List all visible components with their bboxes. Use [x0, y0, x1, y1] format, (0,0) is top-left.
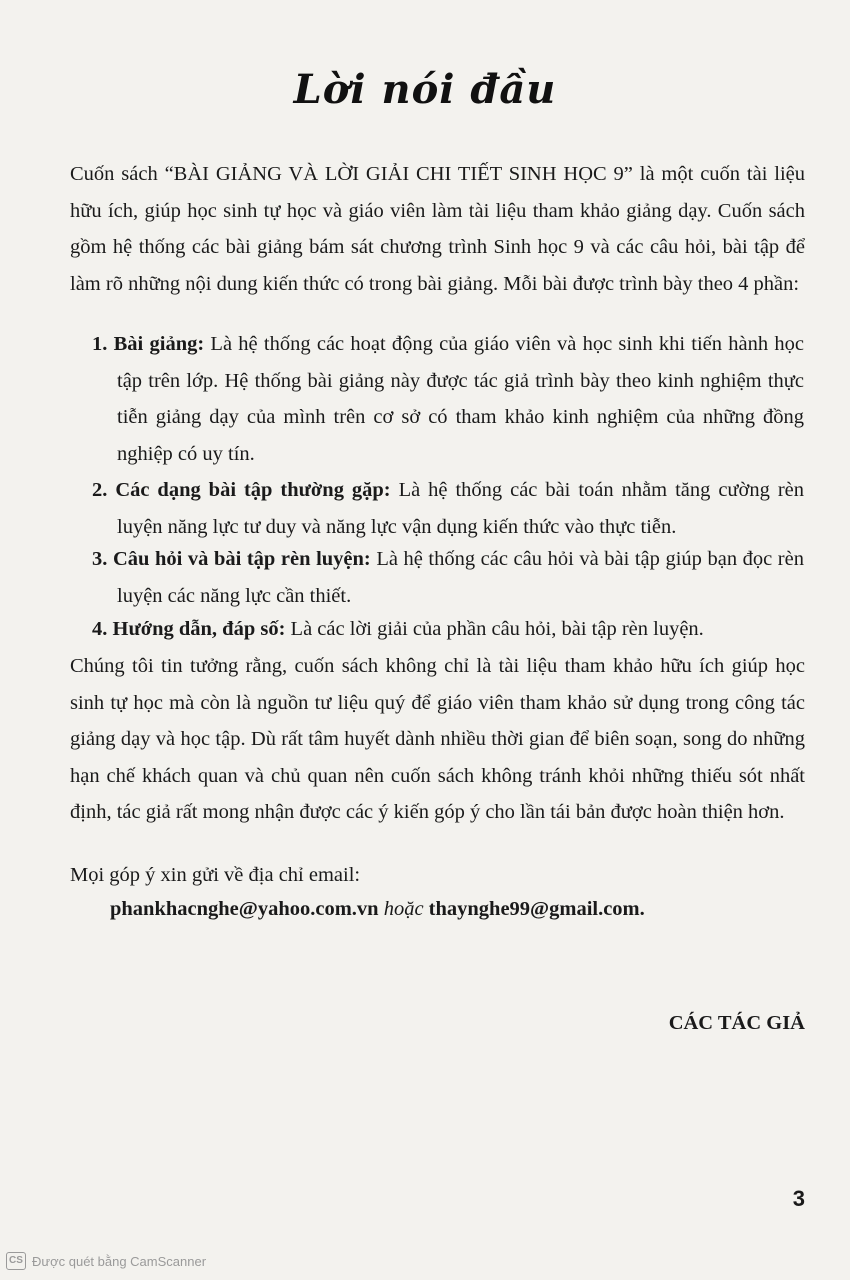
email-conjunction: hoặc	[383, 898, 424, 920]
item-text: Là hệ thống các bài toán nhằm tăng cường rèn luyện năng lực tư duy và năng lực vận dụng kiến thức vào thực tiễn.	[117, 479, 804, 538]
feedback-line	[70, 857, 805, 894]
intro-text: Cuốn sách “BÀI GIẢNG VÀ LỜI GIẢI CHI TIẾT SINH HỌC 9” là một cuốn tài liệu hữu ích, giúp học sinh tự học và giáo viên làm tài liệu tham khảo giảng dạy. Cuốn sách gồm hệ thống các bài giảng bám sát chương trình Sinh học 9 và các câu hỏi, bài tập để làm rõ những nội dung kiến thức có trong bài giảng. Mỗi bài được trình bày theo 4 phần:	[70, 163, 805, 295]
closing-text: Chúng tôi tin tưởng rằng, cuốn sách không chỉ là tài liệu tham khảo hữu ích giúp học sinh tự học mà còn là nguồn tư liệu quý để giáo viên tham khảo sử dụng trong công tác giảng dạy và học tập. Dù rất tâm huyết dành nhiều thời gian để biên soạn, song do những hạn chế khách quan và chủ quan nên cuốn sách không tránh khỏi những thiếu sót nhất định, tác giả rất mong nhận được các ý kiến góp ý cho lần tái bản được hoàn thiện hơn.	[70, 655, 805, 823]
item-lead: 4. Hướng dẫn, đáp số:	[92, 618, 286, 640]
email-line	[110, 898, 645, 921]
list-item-1	[92, 326, 804, 472]
email-primary: phankhacnghe@yahoo.com.vn	[110, 898, 379, 920]
item-text: Là các lời giải của phần câu hỏi, bài tập rèn luyện.	[285, 618, 704, 640]
list-item-4	[92, 611, 804, 648]
item-lead: 1. Bài giảng:	[92, 333, 205, 355]
watermark-text: Được quét bằng CamScanner	[32, 1253, 207, 1269]
list-item-3	[92, 541, 804, 614]
list-item-2	[92, 472, 804, 545]
email-secondary: thaynghe99@gmail.com.	[428, 898, 645, 920]
item-lead: 3. Câu hỏi và bài tập rèn luyện:	[92, 548, 371, 570]
intro-paragraph	[70, 156, 805, 302]
page-number: 3	[792, 1186, 805, 1211]
page-title: Lời nói đầu	[293, 66, 557, 113]
signature: CÁC TÁC GIẢ	[668, 1012, 805, 1034]
item-text: Là hệ thống các câu hỏi và bài tập giúp bạn đọc rèn luyện các năng lực cần thiết.	[117, 548, 804, 607]
feedback-text: Mọi góp ý xin gửi về địa chỉ email:	[70, 864, 361, 886]
item-lead: 2. Các dạng bài tập thường gặp:	[92, 479, 391, 501]
camscanner-logo-icon: CS	[6, 1252, 26, 1270]
scanner-watermark	[6, 1252, 206, 1270]
closing-paragraph	[70, 648, 805, 831]
item-text: Là hệ thống các hoạt động của giáo viên và học sinh khi tiến hành học tập trên lớp. Hệ thống bài giảng này được tác giả trình bày theo kinh nghiệm thực tiễn giảng dạy của mình trên cơ sở có tham khảo kinh nghiệm của những đồng nghiệp có uy tín.	[117, 333, 804, 465]
